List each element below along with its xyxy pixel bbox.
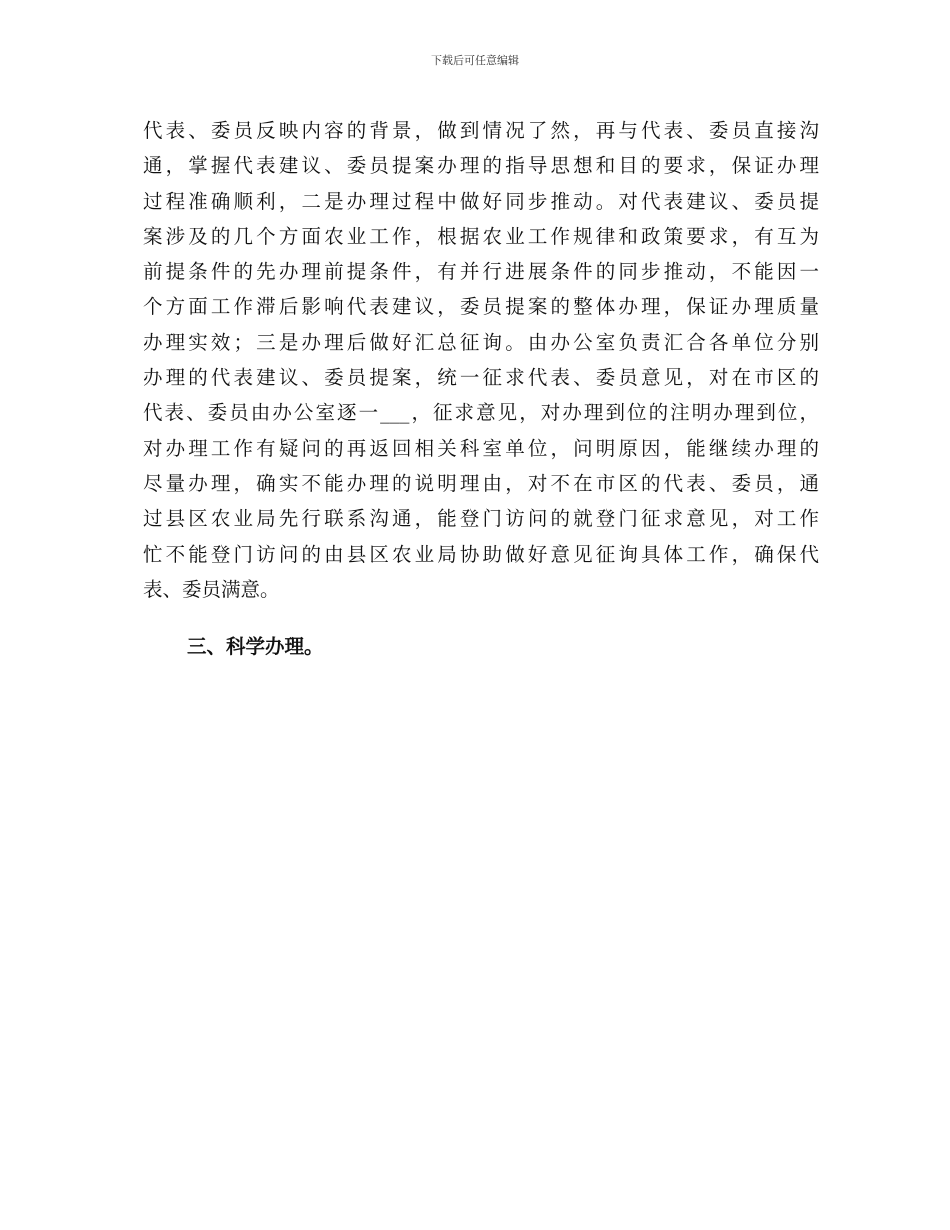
paragraph-line: 过县区农业局先行联系沟通，能登门访问的就登门征求意见，对工作 xyxy=(143,507,819,531)
paragraph-line: 过程准确顺利，二是办理过程中做好同步推动。对代表建议、委员提 xyxy=(143,189,819,213)
paragraph-line: 对办理工作有疑问的再返回相关科室单位，问明原因，能继续办理的 xyxy=(143,436,819,460)
section-heading: 三、科学办理。 xyxy=(187,635,324,658)
paragraph-line: 代表、委员由办公室逐一___，征求意见，对办理到位的注明办理到位， xyxy=(143,401,819,425)
paragraph-line: 通，掌握代表建议、委员提案办理的指导思想和目的要求，保证办理 xyxy=(143,154,819,178)
page-header: 下载后可任意编辑 xyxy=(431,54,519,67)
paragraph-line: 忙不能登门访问的由县区农业局协助做好意见征询具体工作，确保代 xyxy=(143,542,819,566)
paragraph-line: 个方面工作滞后影响代表建议，委员提案的整体办理，保证办理质量 xyxy=(143,295,819,319)
paragraph-line: 案涉及的几个方面农业工作，根据农业工作规律和政策要求，有互为 xyxy=(143,224,819,248)
paragraph-line: 办理实效；三是办理后做好汇总征询。由办公室负责汇合各单位分别 xyxy=(143,330,819,354)
paragraph-line: 办理的代表建议、委员提案，统一征求代表、委员意见，对在市区的 xyxy=(143,366,819,390)
paragraph-line: 表、委员满意。 xyxy=(143,577,280,601)
paragraph-line: 代表、委员反映内容的背景，做到情况了然，再与代表、委员直接沟 xyxy=(143,119,819,142)
body-paragraph xyxy=(143,113,819,607)
paragraph-line: 前提条件的先办理前提条件，有并行进展条件的同步推动，不能因一 xyxy=(143,260,819,284)
paragraph-line: 尽量办理，确实不能办理的说明理由，对不在市区的代表、委员，通 xyxy=(143,471,819,495)
